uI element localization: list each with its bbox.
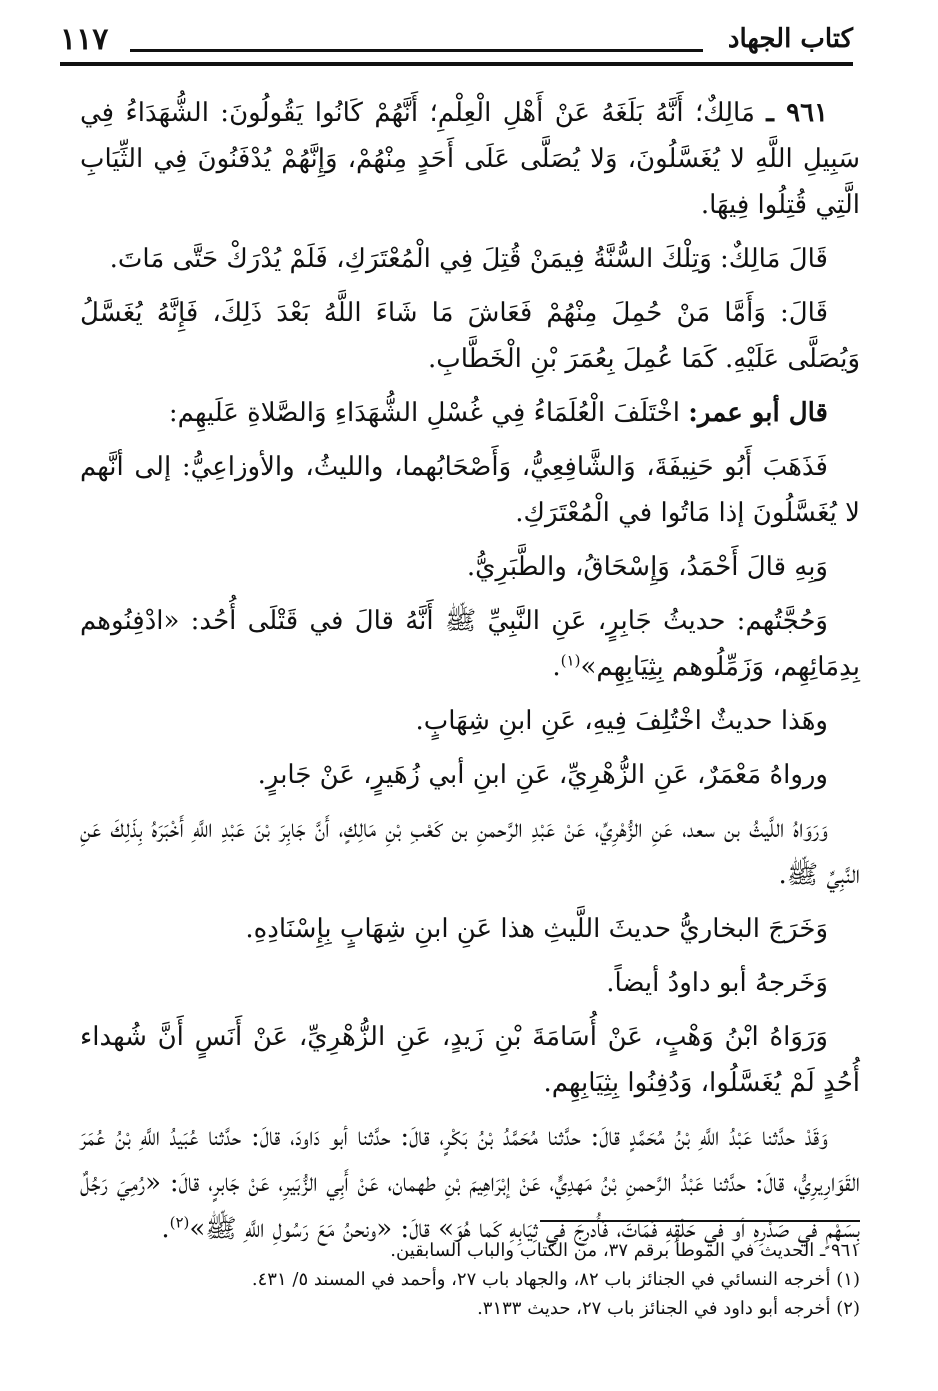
- paragraph: فَذَهَبَ أَبُو حَنِيفَةَ، وَالشَّافِعِيُّ، وَأَصْحَابُهما، والليثُ، والأوزاعِيُّ: إلى أنَّهم لا يُغَسَّلُونَ إذا مَاتُوا في الْمُعْتَرَكِ.: [80, 452, 860, 528]
- paragraph: وَرَوَاهُ اللَّيثُ بن سعد، عَنِ الزُّهْرِيِّ، عَنْ عَبْدِ الرَّحمنِ بن كَعْبِ بْنِ مَالِكٍ، أَنَّ جَابِرَ بْنَ عَبْدِ اللَّهِ أَخْبَرَهُ بِذَلِكَ عَنِ النَّبِيِّ ﷺ.: [80, 814, 860, 890]
- paragraph: وَقَدْ حدَّثنا عَبْدُ اللَّهِ بْنُ مُحَمَّدٍ قالَ: حدَّثنا مُحَمَّدُ بْنُ بَكْرٍ، قالَ: حدَّثنا أبو دَاودَ، قالَ: حدَّثنا عُبَيدُ اللَّهِ بْنُ عُمَرَ القَوَارِيرِيُّ، قالَ: حدَّثنا عَبْدُ الرَّحمنِ بْنُ مَهدِيٍّ، عَنْ إبْرَاهِيمَ بْنِ طهمان، عَنْ أَبِي الزُّبَيرِ، عَنْ جَابرٍ، قالَ: «رُمِيَ رَجُلٌ بِسَهْمٍ في صَدْرِهِ أو في حَلْقِهِ فَمَاتَ، فَأُدرِجَ في ثِيَابِهِ كَما هُوَ» قالَ: «ونحنُ مَعَ رَسُولِ اللَّهِ ﷺ»$^{(٢)}$.: [80, 1122, 860, 1244]
- paragraph-text: مَالِكٌ؛ أَنَّهُ بَلَغَهُ عَنْ أَهْلِ الْعِلْمِ؛ أَنَّهُمْ كَانُوا يَقُولُونَ: الشُّهَدَاءُ فِي سَبِيلِ اللَّهِ لا يُغَسَّلُونَ، وَلا يُصَلَّى عَلَى أَحَدٍ مِنْهُمْ، وَإِنَّهُمْ يُدْفَنُونَ فِي الثِّيَابِ الَّتِي قُتِلُوا فِيهَا.: [80, 98, 860, 220]
- paragraph: ورواهُ مَعْمَرٌ، عَنِ الزُّهْرِيِّ، عَنِ ابنِ أبي زُهَيرٍ، عَنْ جَابرٍ.: [257, 760, 828, 790]
- paragraph: وَخَرَجَ البخاريُّ حديثَ اللَّيثِ هذا عَنِ ابنِ شِهَابٍ بِإِسْنَادِهِ.: [245, 914, 828, 944]
- footnote-item: ٩٦١ ـ الحديث في الموطأ برقم ٣٧، من الكتاب والباب السابقين.: [390, 1240, 860, 1261]
- main-text: [80, 90, 860, 1260]
- paragraph: وَرَوَاهُ ابْنُ وَهْبٍ، عَنْ أُسَامَةَ بْنِ زَيدٍ، عَنِ الزُّهْرِيِّ، عَنْ أَنَسٍ أَنَّ شُهداء أُحُدٍ لَمْ يُغَسَّلُوا، وَدُفِنُوا بِثِيَابِهِم.: [80, 1022, 860, 1098]
- paragraph: قَالَ: وَأَمَّا مَنْ حُمِلَ مِنْهُمْ فَعَاشَ مَا شَاءَ اللَّهُ بَعْدَ ذَلِكَ، فَإِنَّهُ يُغَسَّلُ وَيُصَلَّى عَلَيْهِ. كَمَا عُمِلَ بِعُمَرَ بْنِ الْخَطَّابِ.: [80, 298, 860, 374]
- paragraph: وَخَرجهُ أبو داودُ أيضاً.: [606, 968, 828, 998]
- paragraph-text: وَقَدْ حدَّثنا عَبْدُ اللَّهِ بْنُ مُحَمَّدٍ قالَ: حدَّثنا مُحَمَّدُ بْنُ بَكْرٍ، قالَ: حدَّثنا أبو دَاودَ، قالَ: حدَّثنا عُبَيدُ اللَّهِ بْنُ عُمَرَ القَوَارِيرِيُّ، قالَ: حدَّثنا عَبْدُ الرَّحمنِ بْنُ مَهدِيٍّ، عَنْ إبْرَاهِيمَ بْنِ طهمان، عَنْ أَبِي الزُّبَيرِ، عَنْ جَابرٍ، قالَ: «رُمِيَ رَجُلٌ بِسَهْمٍ في صَدْرِهِ أو في حَلْقِهِ فَمَاتَ، فَأُدرِجَ في ثِيَابِهِ كَما هُوَ» قالَ: «ونحنُ مَعَ رَسُولِ اللَّهِ ﷺ»: [80, 1122, 860, 1244]
- paragraph: وَحُجَّتُهم: حديثُ جَابِرٍ، عَنِ النَّبِيِّ ﷺ أَنَّهُ قالَ في قَتْلَى أُحُد: «ادْفِنُوهم بِدِمَائِهِم، وَزَمِّلُوهم بِثِيَابِهِم»$^{(١)}$.: [80, 606, 860, 682]
- footnote-ref[interactable]: (١): [560, 651, 581, 670]
- header-rule: [130, 49, 703, 52]
- paragraph: وهَذا حديثٌ اخْتُلِفَ فِيهِ، عَنِ ابنِ شِهَابٍ.: [415, 706, 828, 736]
- footnotes: [80, 1236, 860, 1323]
- footnote-item: (٢) أخرجه أبو داود في الجنائز باب ٢٧، حديث ٣١٣٣.: [477, 1298, 860, 1319]
- paragraph: [80, 390, 860, 436]
- paragraph: قَالَ مَالِكٌ: وَتِلْكَ السُّنَّةُ فِيمَنْ قُتِلَ فِي الْمُعْتَرَكِ، فَلَمْ يُدْرَكْ حَتَّى مَاتَ.: [109, 244, 828, 274]
- paragraph: وَبِهِ قالَ أَحْمَدُ، وَإِسْحَاقُ، والطَّبَرِيُّ.: [466, 552, 828, 582]
- footnote-item: (١) أخرجه النسائي في الجنائز باب ٨٢، والجهاد باب ٢٧، وأحمد في المسند ٥/ ٤٣١.: [251, 1269, 860, 1290]
- footnote-ref[interactable]: (٢): [169, 1213, 190, 1232]
- header-divider: [60, 62, 853, 66]
- chapter-title: كتاب الجهاد: [727, 24, 853, 54]
- page-number: ١١٧: [60, 22, 109, 57]
- paragraph-text: اخْتَلَفَ الْعُلَمَاءُ فِي غُسْلِ الشُّهَدَاءِ وَالصَّلاةِ عَلَيهِم:: [168, 398, 689, 428]
- speaker-label: قال أبو عمر:: [688, 398, 828, 428]
- hadith-number: ٩٦١ ـ: [766, 98, 829, 128]
- paragraph-961: [80, 90, 860, 228]
- paragraph-text: وَحُجَّتُهم: حديثُ جَابِرٍ، عَنِ النَّبِيِّ ﷺ أَنَّهُ قالَ في قَتْلَى أُحُد: «ادْفِنُوهم بِدِمَائِهِم، وَزَمِّلُوهم بِثِيَابِهِم»: [80, 606, 860, 682]
- footnote-divider: [540, 1220, 860, 1222]
- page-header: [60, 22, 853, 70]
